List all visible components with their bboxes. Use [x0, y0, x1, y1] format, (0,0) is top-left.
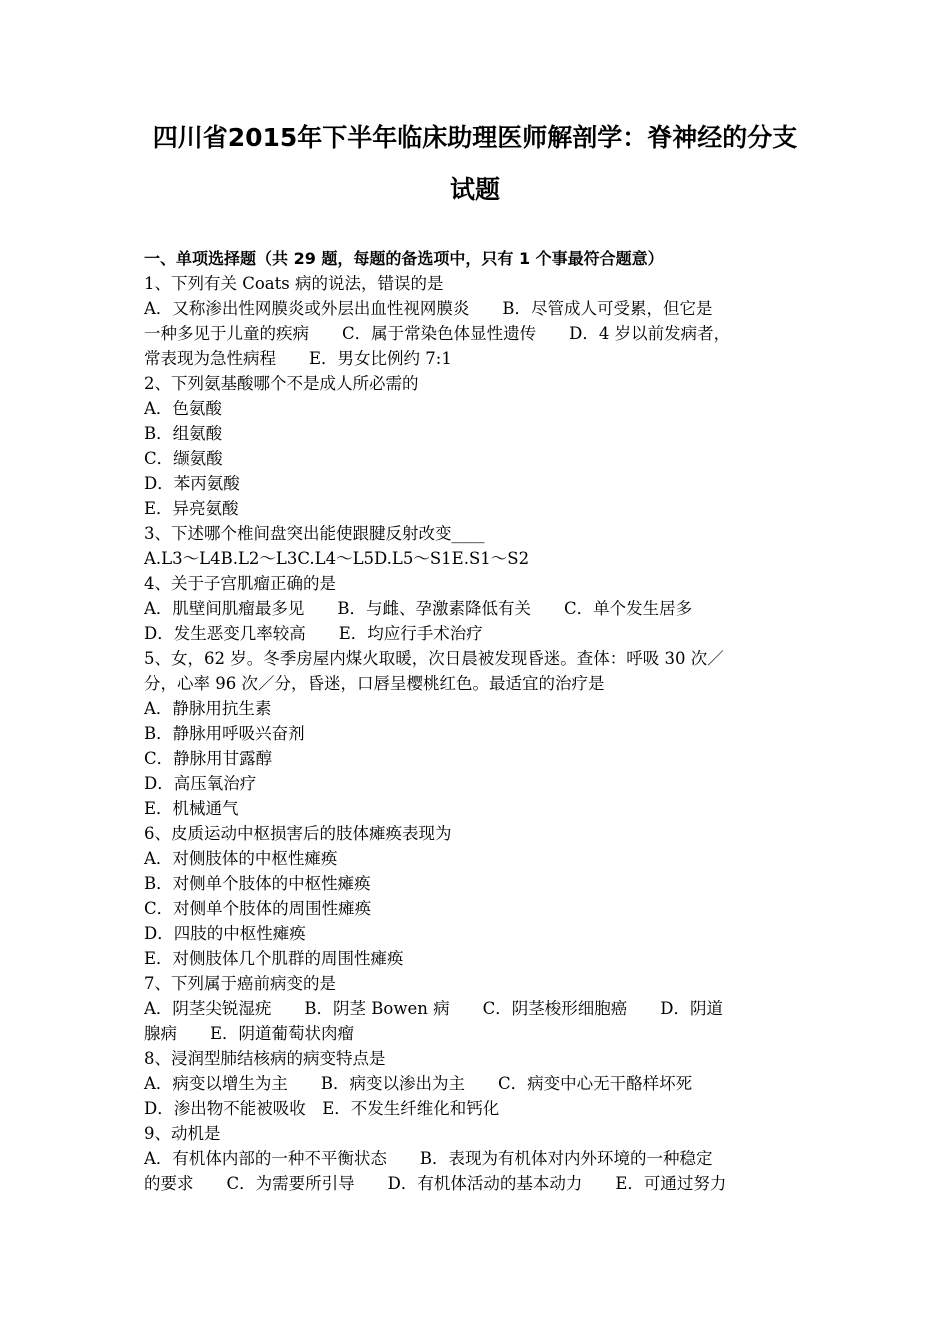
question-5-option-a: A．静脉用抗生素 — [144, 699, 272, 718]
question-9-options-line-2: 的要求 C．为需要所引导 D．有机体活动的基本动力 E．可通过努力 — [144, 1174, 727, 1193]
question-3-stem: 3、下述哪个椎间盘突出能使跟腱反射改变____ — [144, 524, 485, 543]
question-6-option-e: E．对侧肢体几个肌群的周围性瘫痪 — [144, 949, 404, 968]
question-4-options-line-1: A．肌壁间肌瘤最多见 B．与雌、孕激素降低有关 C．单个发生居多 — [144, 599, 693, 618]
question-6-option-b: B．对侧单个肢体的中枢性瘫痪 — [144, 874, 371, 893]
section-heading: 一、单项选择题（共 29 题，每题的备选项中，只有 1 个事最符合题意） — [144, 249, 664, 268]
question-4-options-line-2: D．发生恶变几率较高 E．均应行手术治疗 — [144, 624, 483, 643]
question-2-option-d: D．苯丙氨酸 — [144, 474, 240, 493]
question-1-options-line-1: A．又称渗出性网膜炎或外层出血性视网膜炎 B．尽管成人可受累，但它是 — [144, 299, 713, 318]
title-line-2: 试题 — [449, 175, 500, 204]
question-5-stem-line-1: 5、女，62 岁。冬季房屋内煤火取暖，次日晨被发现昏迷。查体：呼吸 30 次／ — [144, 649, 724, 668]
question-2-option-e: E．异亮氨酸 — [144, 499, 239, 518]
question-2-option-c: C．缬氨酸 — [144, 449, 223, 468]
question-8-stem: 8、浸润型肺结核病的病变特点是 — [144, 1049, 386, 1068]
question-5-option-b: B．静脉用呼吸兴奋剂 — [144, 724, 305, 743]
question-6-option-a: A．对侧肢体的中枢性瘫痪 — [144, 849, 338, 868]
question-6-option-c: C．对侧单个肢体的周围性瘫痪 — [144, 899, 372, 918]
question-2-option-b: B．组氨酸 — [144, 424, 223, 443]
question-4-stem: 4、关于子宫肌瘤正确的是 — [144, 574, 336, 593]
question-7-options-line-1: A．阴茎尖锐湿疣 B．阴茎 Bowen 病 C．阴茎梭形细胞癌 D．阴道 — [144, 999, 723, 1018]
question-8-options-line-2: D．渗出物不能被吸收 E．不发生纤维化和钙化 — [144, 1099, 500, 1118]
question-9-stem: 9、动机是 — [144, 1124, 221, 1143]
title-line-1: 四川省2015年下半年临床助理医师解剖学：脊神经的分支 — [152, 123, 798, 152]
question-3-options: A.L3～L4B.L2～L3C.L4～L5D.L5～S1E.S1～S2 — [144, 549, 530, 568]
question-5-option-d: D．高压氧治疗 — [144, 774, 257, 793]
question-8-options-line-1: A．病变以增生为主 B．病变以渗出为主 C．病变中心无干酪样坏死 — [144, 1074, 693, 1093]
question-1-stem: 1、下列有关 Coats 病的说法，错误的是 — [144, 274, 444, 293]
question-2-stem: 2、下列氨基酸哪个不是成人所必需的 — [144, 374, 419, 393]
question-list — [144, 246, 808, 1196]
question-1-options-line-2: 一种多见于儿童的疾病 C．属于常染色体显性遗传 D．4 岁以前发病者， — [144, 324, 731, 343]
question-6-option-d: D．四肢的中枢性瘫痪 — [144, 924, 306, 943]
question-7-stem: 7、下列属于癌前病变的是 — [144, 974, 336, 993]
question-2-option-a: A．色氨酸 — [144, 399, 222, 418]
question-9-options-line-1: A．有机体内部的一种不平衡状态 B．表现为有机体对内外环境的一种稳定 — [144, 1149, 713, 1168]
question-5-option-e: E．机械通气 — [144, 799, 239, 818]
document-title — [120, 112, 830, 216]
question-7-options-line-2: 腺病 E．阴道葡萄状肉瘤 — [144, 1024, 355, 1043]
question-1-options-line-3: 常表现为急性病程 E．男女比例约 7:1 — [144, 349, 452, 368]
question-5-option-c: C．静脉用甘露醇 — [144, 749, 273, 768]
question-5-stem-line-2: 分，心率 96 次／分，昏迷，口唇呈樱桃红色。最适宜的治疗是 — [144, 674, 605, 693]
question-6-stem: 6、皮质运动中枢损害后的肢体瘫痪表现为 — [144, 824, 452, 843]
